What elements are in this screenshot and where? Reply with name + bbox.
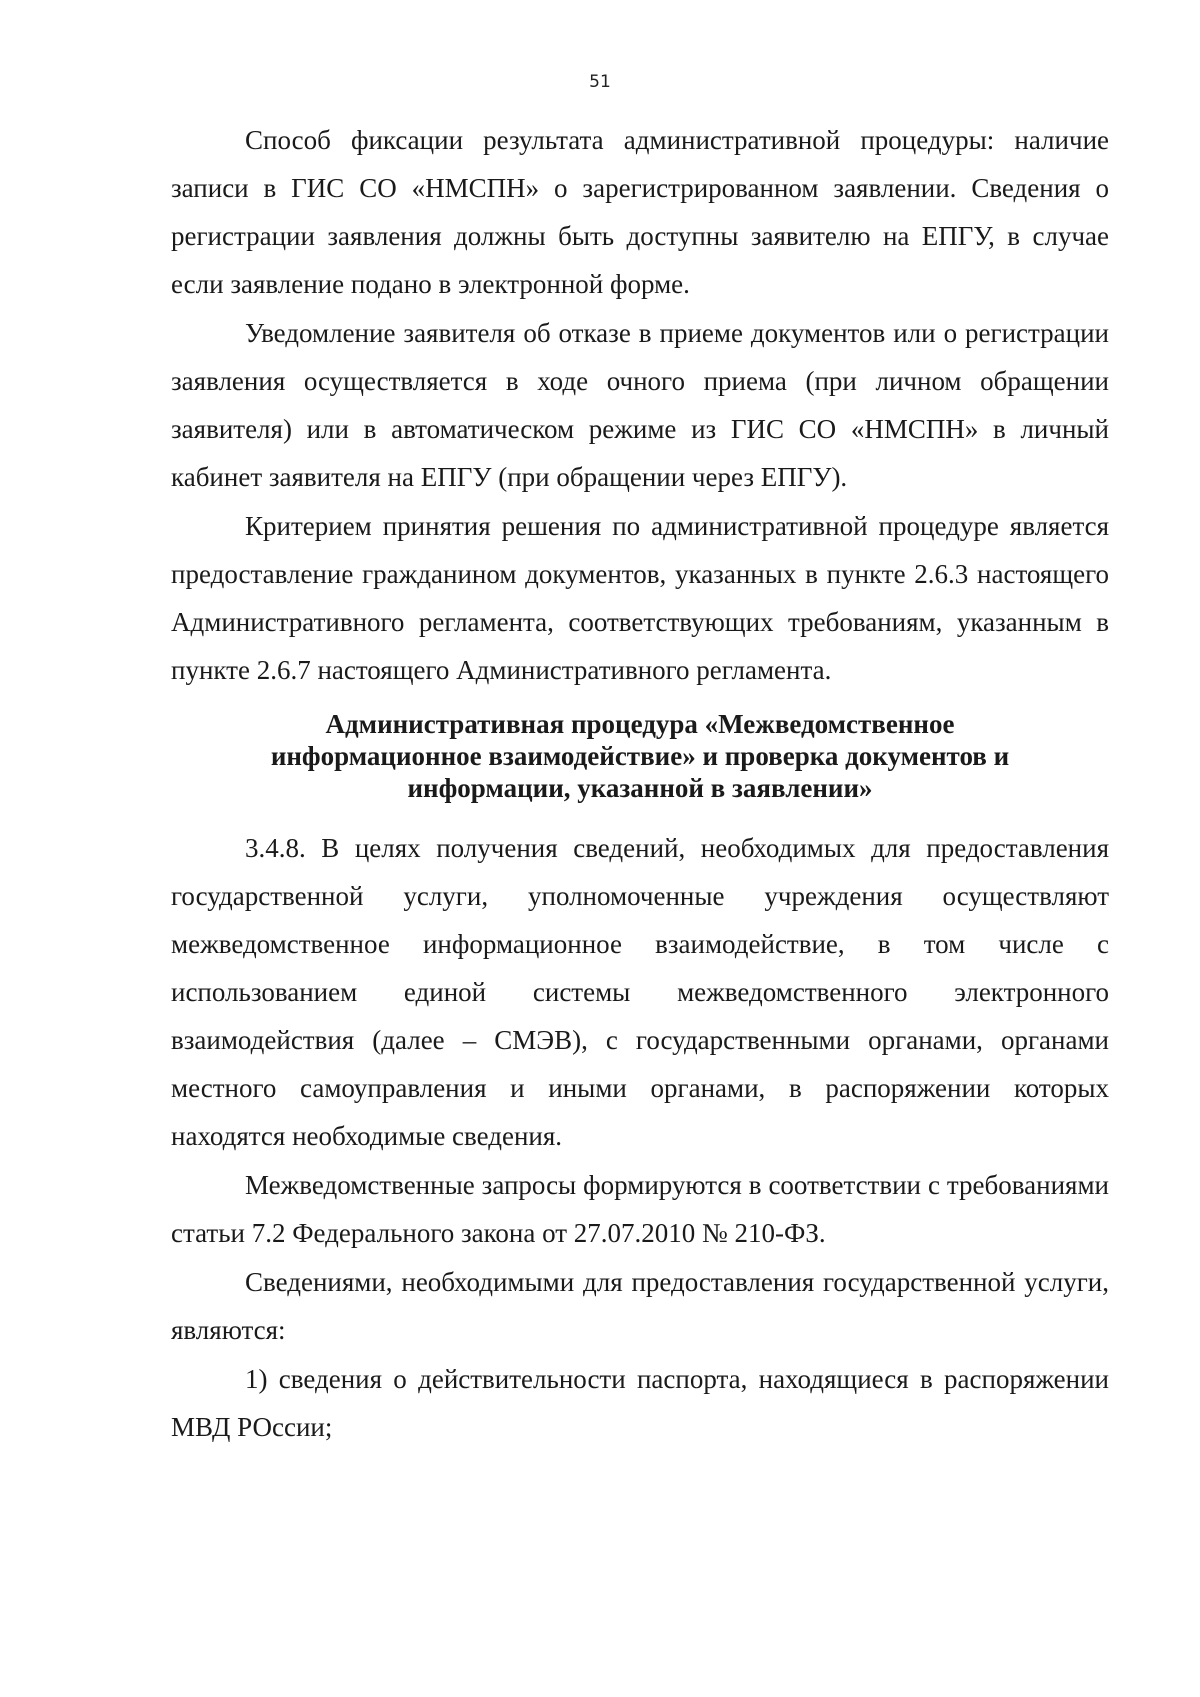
- page-number: 51: [589, 72, 611, 92]
- paragraph-applicant-notification: Уведомление заявителя об отказе в приеме документов или о регистрации заявления осуществляется в ходе очного приема (при личном обращении заявителя) или в автоматическом режиме из ГИС СО «НМСПН» в личный кабинет заявителя на ЕПГУ (при обращении через ЕПГУ).: [171, 318, 1109, 492]
- section-heading: [171, 708, 1109, 804]
- section-heading-line-3: информации, указанной в заявлении»: [407, 773, 873, 803]
- section-heading-line-1: Административная процедура «Межведомственное: [325, 709, 955, 739]
- paragraph-required-information: Сведениями, необходимыми для предоставления государственной услуги, являются:: [171, 1267, 1109, 1345]
- paragraph-result-fixation: Способ фиксации результата административной процедуры: наличие записи в ГИС СО «НМСПН» о зарегистрированном заявлении. Сведения о регистрации заявления должны быть доступны заявителю на ЕПГУ, в случае если заявление подано в электронной форме.: [171, 125, 1109, 299]
- document-body: [171, 116, 1109, 1451]
- paragraph-interagency-requests: Межведомственные запросы формируются в соответствии с требованиями статьи 7.2 Федерального закона от 27.07.2010 № 210-ФЗ.: [171, 1170, 1109, 1248]
- paragraph-3-4-8: 3.4.8. В целях получения сведений, необходимых для предоставления государственной услуги, уполномоченные учреждения осуществляют межведомственное информационное взаимодействие, в том числе с использованием единой системы межведомственного электронного взаимодействия (далее – СМЭВ), с государственными органами, органами местного самоуправления и иными органами, в распоряжении которых находятся необходимые сведения.: [171, 833, 1109, 1151]
- section-heading-line-2: информационное взаимодействие» и проверка документов и: [270, 741, 1010, 771]
- list-item-passport-validity: 1) сведения о действительности паспорта, находящиеся в распоряжении МВД РОссии;: [171, 1364, 1109, 1442]
- paragraph-decision-criterion: Критерием принятия решения по административной процедуре является предоставление гражданином документов, указанных в пункте 2.6.3 настоящего Административного регламента, соответствующих требованиям, указанным в пункте 2.6.7 настоящего Административного регламента.: [171, 511, 1109, 685]
